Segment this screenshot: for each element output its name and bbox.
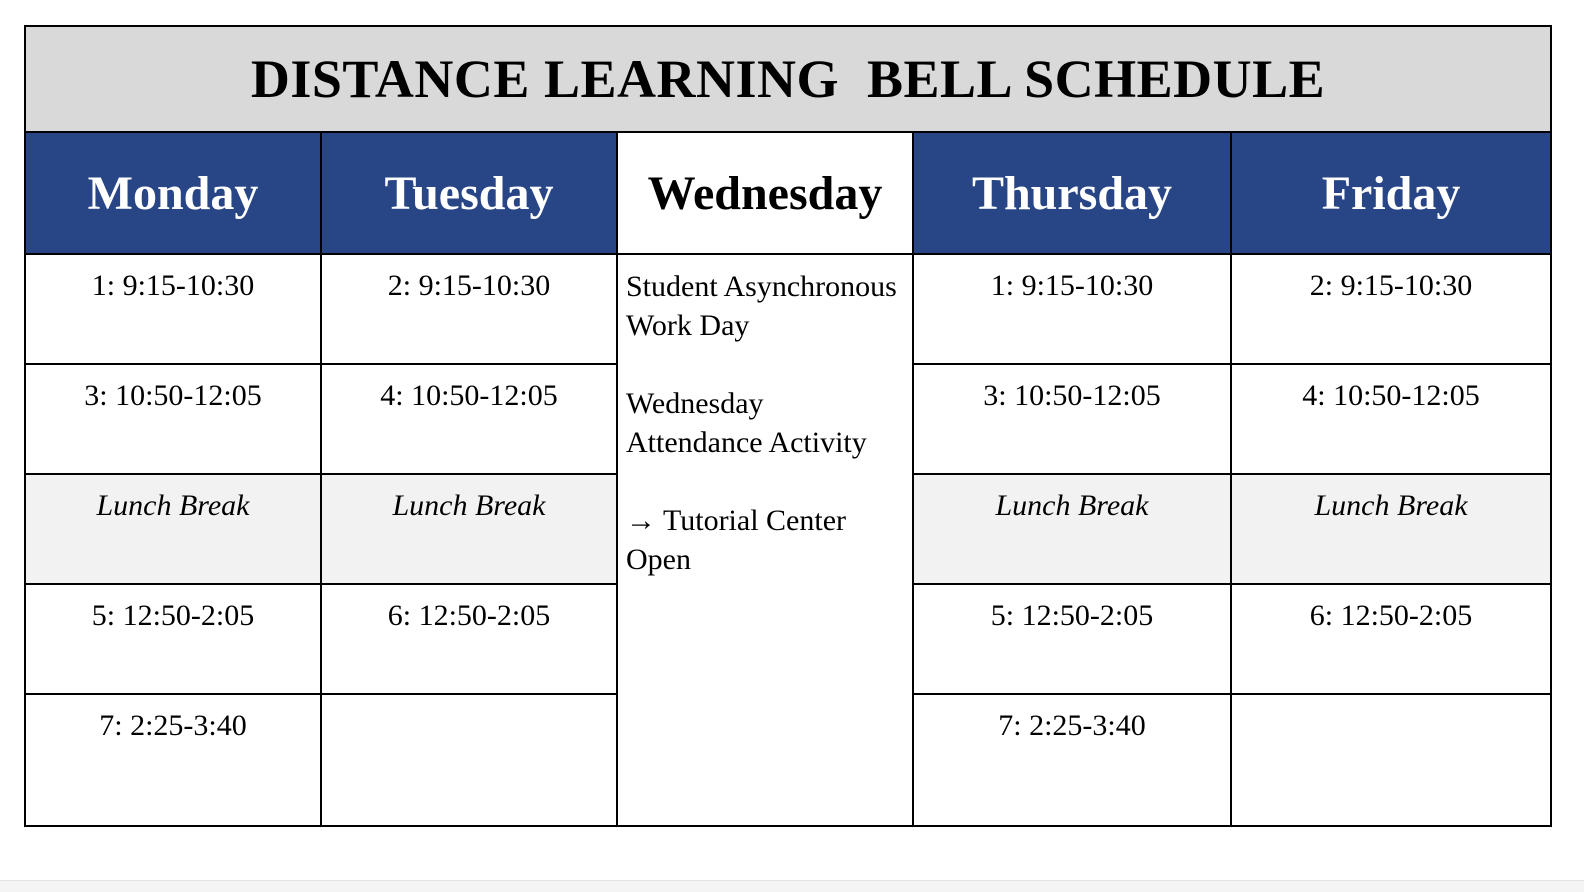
period-time: 3: 10:50-12:05 (84, 379, 262, 412)
thursday-slot-1 (913, 254, 1231, 364)
period-time (322, 695, 616, 709)
tuesday-slot-3 (321, 584, 617, 694)
schedule-title: DISTANCE LEARNING BELL SCHEDULE (250, 49, 1326, 109)
period-time: 6: 12:50-2:05 (387, 599, 551, 632)
lunch-break-label: Lunch Break (96, 489, 250, 522)
day-label-wednesday: Wednesday (647, 166, 883, 220)
thursday-slot-2 (913, 364, 1231, 474)
lunch-break-label: Lunch Break (995, 489, 1149, 522)
day-label-monday: Monday (87, 166, 259, 220)
friday-slot-3 (1231, 584, 1551, 694)
period-time: 7: 2:25-3:40 (99, 709, 247, 742)
period-time: 3: 10:50-12:05 (983, 379, 1161, 412)
lunch-break-label: Lunch Break (392, 489, 546, 522)
title-row (25, 26, 1551, 132)
period-row-1 (25, 254, 1551, 364)
friday-slot-4-empty (1231, 694, 1551, 826)
period-time: 1: 9:15-10:30 (91, 269, 255, 302)
day-label-friday: Friday (1321, 166, 1461, 220)
day-header-monday (25, 132, 321, 254)
period-time: 4: 10:50-12:05 (380, 379, 558, 412)
period-time: 5: 12:50-2:05 (91, 599, 255, 632)
tuesday-slot-4-empty (321, 694, 617, 826)
monday-lunch (25, 474, 321, 584)
bell-schedule-table (24, 25, 1552, 827)
monday-slot-1 (25, 254, 321, 364)
friday-lunch (1231, 474, 1551, 584)
tuesday-slot-1 (321, 254, 617, 364)
day-header-wednesday (617, 132, 913, 254)
period-time: 1: 9:15-10:30 (990, 269, 1154, 302)
thursday-slot-3 (913, 584, 1231, 694)
day-header-tuesday (321, 132, 617, 254)
period-time: 2: 9:15-10:30 (387, 269, 551, 302)
period-time: 2: 9:15-10:30 (1309, 269, 1473, 302)
day-header-thursday (913, 132, 1231, 254)
title-cell (25, 26, 1551, 132)
period-time: 5: 12:50-2:05 (990, 599, 1154, 632)
day-header-row (25, 132, 1551, 254)
friday-slot-1 (1231, 254, 1551, 364)
period-time (1232, 695, 1550, 709)
day-header-friday (1231, 132, 1551, 254)
thursday-slot-4 (913, 694, 1231, 826)
wednesday-notes-cell (617, 254, 913, 826)
period-time: 4: 10:50-12:05 (1302, 379, 1480, 412)
day-label-thursday: Thursday (971, 166, 1173, 220)
tuesday-slot-2 (321, 364, 617, 474)
lunch-break-label: Lunch Break (1314, 489, 1468, 522)
thursday-lunch (913, 474, 1231, 584)
monday-slot-3 (25, 584, 321, 694)
page-bottom-edge (0, 880, 1584, 892)
wednesday-note: → Tutorial Center Open (626, 504, 847, 576)
friday-slot-2 (1231, 364, 1551, 474)
period-time: 6: 12:50-2:05 (1309, 599, 1473, 632)
wednesday-note: Student Asynchronous Work Day (626, 270, 897, 342)
tuesday-lunch (321, 474, 617, 584)
day-label-tuesday: Tuesday (384, 166, 554, 220)
period-time: 7: 2:25-3:40 (998, 709, 1146, 742)
monday-slot-4 (25, 694, 321, 826)
wednesday-note: Wednesday Attendance Activity (626, 387, 867, 459)
monday-slot-2 (25, 364, 321, 474)
